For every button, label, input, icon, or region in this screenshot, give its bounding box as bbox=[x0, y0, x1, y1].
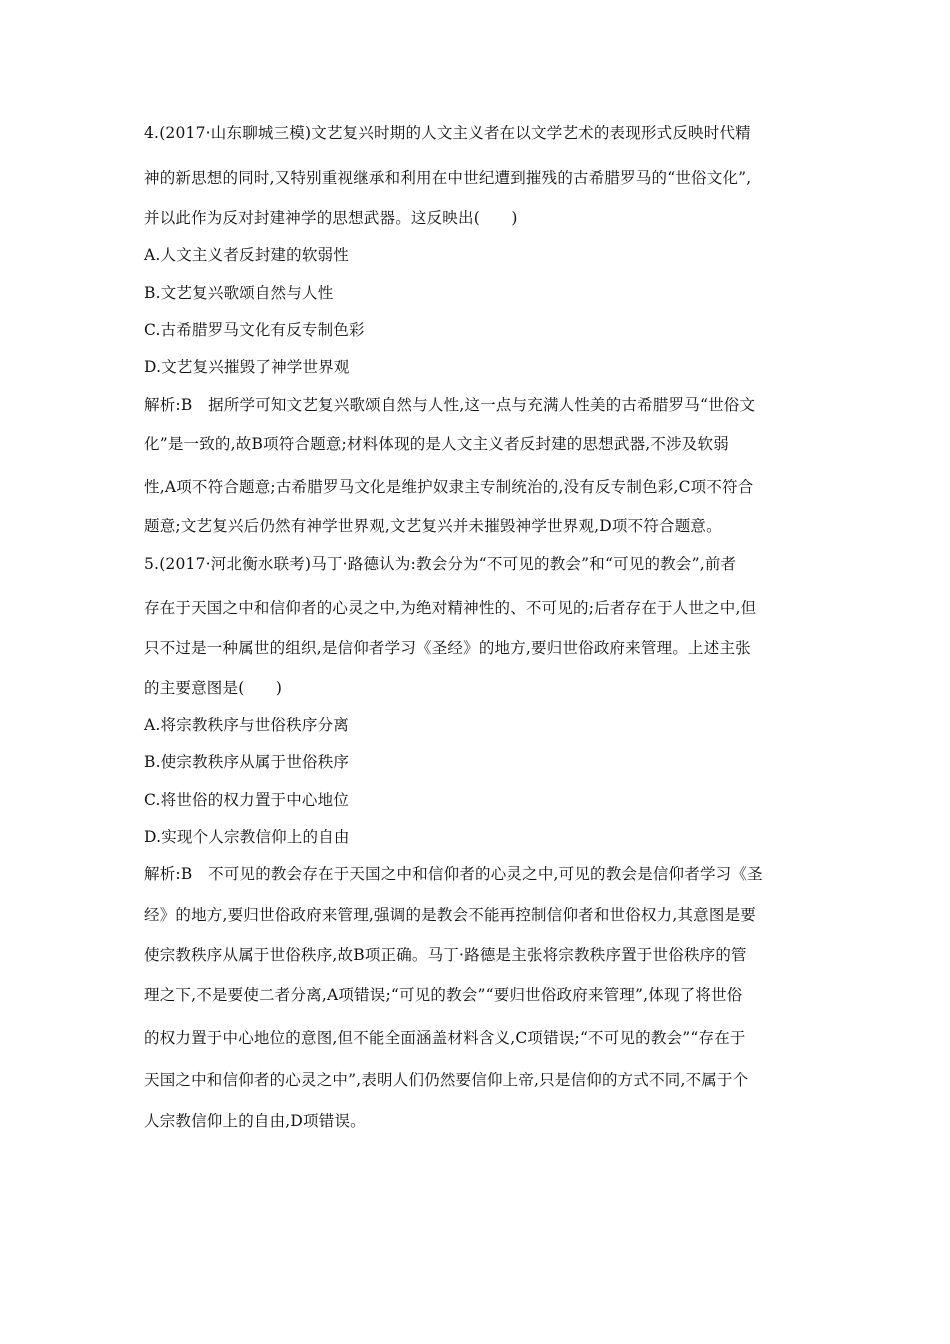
question-4-option-c: C.古希腊罗马文化有反专制色彩 bbox=[144, 321, 365, 339]
question-5-stem-line-3: 只不过是一种属世的组织,是信仰者学习《圣经》的地方,要归世俗政府来管理。上述主张 bbox=[144, 639, 751, 657]
question-4-analysis-line-3: 性,A项不符合题意;古希腊罗马文化是维护奴隶主专制统治的,没有反专制色彩,C项不符合 bbox=[144, 478, 754, 496]
question-5-stem-line-1: 5.(2017·河北衡水联考)马丁·路德认为:教会分为“不可见的教会”和“可见的教会”,前者 bbox=[144, 555, 737, 573]
question-4-analysis-line-1: 解析:B 据所学可知文艺复兴歌颂自然与人性,这一点与充满人性美的古希腊罗马“世俗文 bbox=[144, 396, 756, 414]
question-5-option-c: C.将世俗的权力置于中心地位 bbox=[144, 791, 350, 809]
question-5-analysis-line-6: 天国之中和信仰者的心灵之中”,表明人们仍然要信仰上帝,只是信仰的方式不同,不属于个 bbox=[144, 1071, 749, 1089]
question-4-option-a: A.人文主义者反封建的软弱性 bbox=[144, 246, 349, 264]
question-4-option-d: D.文艺复兴摧毁了神学世界观 bbox=[144, 358, 350, 376]
question-5-stem-line-2: 存在于天国之中和信仰者的心灵之中,为绝对精神性的、不可见的;后者存在于人世之中,但 bbox=[144, 599, 757, 617]
question-5-analysis-line-3: 使宗教秩序从属于世俗秩序,故B项正确。马丁·路德是主张将宗教秩序置于世俗秩序的管 bbox=[144, 946, 747, 964]
question-4-analysis-line-4: 题意;文艺复兴后仍然有神学世界观,文艺复兴并未摧毁神学世界观,D项不符合题意。 bbox=[144, 517, 722, 535]
question-5-analysis-line-2: 经》的地方,要归世俗政府来管理,强调的是教会不能再控制信仰者和世俗权力,其意图是要 bbox=[144, 906, 756, 924]
question-4-stem-line-1: 4.(2017·山东聊城三模)文艺复兴时期的人文主义者在以文学艺术的表现形式反映时代精 bbox=[144, 124, 751, 142]
question-5-option-a: A.将宗教秩序与世俗秩序分离 bbox=[144, 716, 349, 734]
question-5-analysis-line-7: 人宗教信仰上的自由,D项错误。 bbox=[144, 1112, 366, 1130]
question-4-option-b: B.文艺复兴歌颂自然与人性 bbox=[144, 284, 334, 302]
question-4-analysis-line-2: 化”是一致的,故B项符合题意;材料体现的是人文主义者反封建的思想武器,不涉及软弱 bbox=[144, 435, 729, 453]
question-4-stem-line-2: 神的新思想的同时,又特别重视继承和利用在中世纪遭到摧残的古希腊罗马的“世俗文化”, bbox=[144, 169, 752, 187]
question-5-stem-line-4: 的主要意图是( ) bbox=[144, 679, 283, 697]
question-4-stem-line-3: 并以此作为反对封建神学的思想武器。这反映出( ) bbox=[144, 209, 518, 227]
question-5-option-b: B.使宗教秩序从属于世俗秩序 bbox=[144, 753, 350, 771]
question-5-option-d: D.实现个人宗教信仰上的自由 bbox=[144, 828, 350, 846]
question-5-analysis-line-4: 理之下,不是要使二者分离,A项错误;“可见的教会”“要归世俗政府来管理”,体现了将世俗 bbox=[144, 986, 743, 1004]
question-5-analysis-line-1: 解析:B 不可见的教会存在于天国之中和信仰者的心灵之中,可见的教会是信仰者学习《圣 bbox=[144, 865, 763, 883]
question-5-analysis-line-5: 的权力置于中心地位的意图,但不能全面涵盖材料含义,C项错误;“不可见的教会”“存在于 bbox=[144, 1029, 746, 1047]
